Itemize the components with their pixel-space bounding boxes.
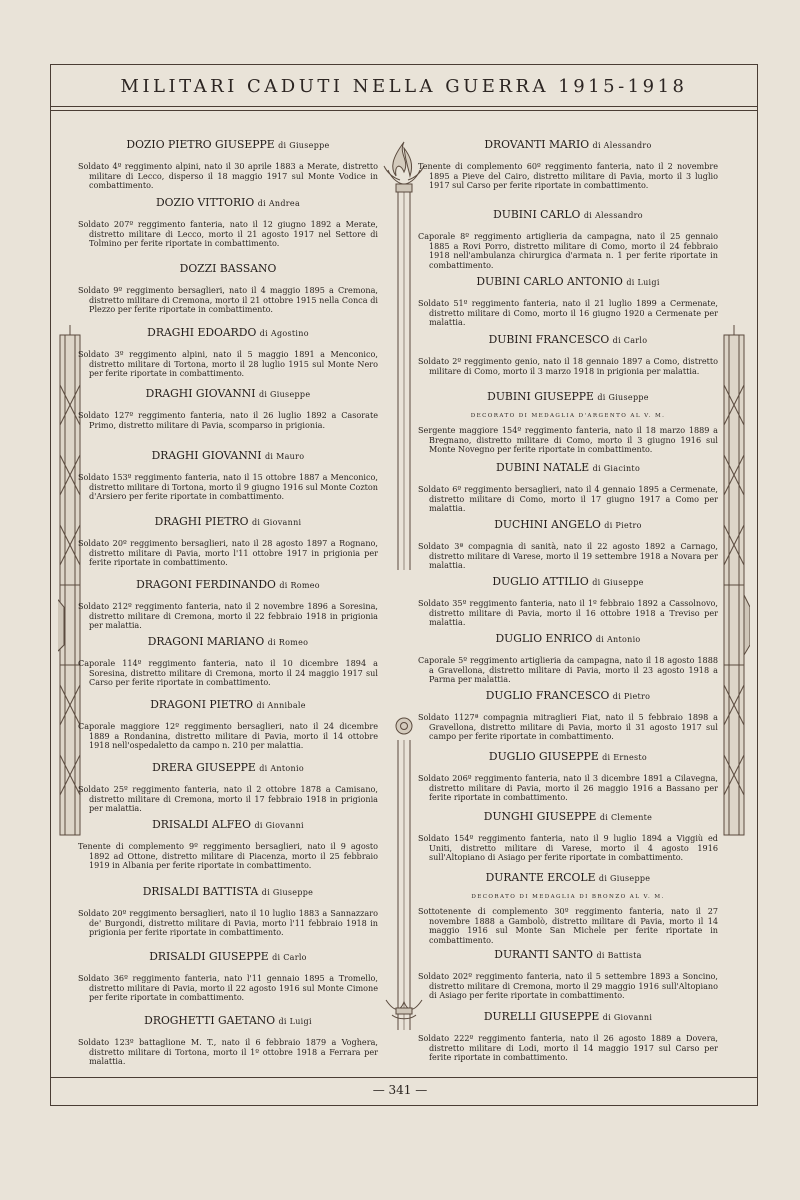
list-item <box>78 635 378 688</box>
entry-text: Caporale 5º reggimento artiglieria da campagna, nato il 18 agosto 1888 a Gravellona, distretto militare di Pavia, morto il 23 agosto 1918 a Parma per malattia. <box>418 655 718 685</box>
entry-text: Soldato 36º reggimento fanteria, nato l'11 gennaio 1895 a Tromello, distretto militare di Pavia, morto il 22 agosto 1916 sul Monte Cimone per ferite riportate in combattimento. <box>78 973 378 1003</box>
entry-text: Soldato 207º reggimento fanteria, nato il 12 giugno 1892 a Merate, distretto militare di Lecco, morto il 21 agosto 1917 nel Settore di Tolmino per ferite riportate in combattimento. <box>78 219 378 249</box>
entry-name: DUBINI CARLO di Alessandro <box>493 208 643 221</box>
entry-name: DURANTE ERCOLE di Giuseppe <box>485 871 651 884</box>
entry-name: DRAGHI GIOVANNI di Giuseppe <box>145 387 311 400</box>
list-item <box>78 138 378 191</box>
entry-text: Caporale maggiore 12º reggimento bersaglieri, nato il 24 dicembre 1889 a Rondanina, distretto militare di Pavia, morto il 14 ottobre 1918 nell'ospedaletto da campo n. 210 per malattia. <box>78 721 378 751</box>
entry-name: DRAGONI MARIANO di Romeo <box>147 635 309 648</box>
entry-name: DURANTI SANTO di Battista <box>494 948 642 961</box>
entry-name: DRISALDI GIUSEPPE di Carlo <box>149 950 307 963</box>
entry-name: DOZIO PIETRO GIUSEPPE di Giuseppe <box>126 138 330 151</box>
list-item <box>78 262 378 315</box>
list-item <box>78 326 378 379</box>
entry-text: Caporale 114º reggimento fanteria, nato il 10 dicembre 1894 a Soresina, distretto militare di Cremona, morto il 24 maggio 1917 sul Carso per ferite riportate in combattimento. <box>78 658 378 688</box>
entry-text: Soldato 2º reggimento genio, nato il 18 gennaio 1897 a Como, distretto militare di Como, morto il 3 marzo 1918 in prigionia per malattia. <box>418 356 718 376</box>
list-item <box>78 515 378 568</box>
entry-text: Soldato 123º battaglione M. T., nato il 6 febbraio 1879 a Voghera, distretto militare di Tortona, morto il 1º ottobre 1918 a Ferrara per malattia. <box>78 1037 378 1067</box>
entry-name: DRAGONI FERDINANDO di Romeo <box>136 578 320 591</box>
page-number: — 341 — <box>372 1083 428 1097</box>
list-item <box>78 950 378 1003</box>
entry-name: DUBINI FRANCESCO di Carlo <box>488 333 648 346</box>
entry-name: DRAGHI GIOVANNI di Mauro <box>151 449 305 462</box>
list-item <box>418 208 718 270</box>
list-item <box>418 518 718 571</box>
right-fasces-ornament <box>720 325 750 845</box>
entry-text: Soldato 154º reggimento fanteria, nato il 9 luglio 1894 a Viggiù ed Uniti, distretto militare di Varese, morto il 4 agosto 1916 sull'Altopiano di Asiago per ferite riportate in combattimento. <box>418 833 718 863</box>
page-title: MILITARI CADUTI NELLA GUERRA 1915-1918 <box>51 65 757 107</box>
list-item <box>418 575 718 628</box>
entry-text: Soldato 212º reggimento fanteria, nato il 2 novembre 1896 a Soresina, distretto militare di Cremona, morto il 22 febbraio 1918 in prigionia per malattia. <box>78 601 378 631</box>
list-item <box>78 761 378 814</box>
entry-name: DRAGONI PIETRO di Annibale <box>150 698 306 711</box>
list-item <box>418 390 718 455</box>
list-item <box>418 461 718 514</box>
entry-name: DUBINI NATALE di Giacinto <box>495 461 641 474</box>
list-item <box>418 871 718 945</box>
entry-name: DUBINI GIUSEPPE di Giuseppe <box>487 390 649 403</box>
entry-text: Soldato 35º reggimento fanteria, nato il 1º febbraio 1892 a Cassolnovo, distretto militare di Pavia, morto il 16 ottobre 1918 a Treviso per malattia. <box>418 598 718 628</box>
entry-text: Soldato 6º reggimento bersaglieri, nato il 4 gennaio 1895 a Cermenate, distretto militare di Como, morto il 17 giugno 1917 a Como per malattia. <box>418 484 718 514</box>
entry-name: DUBINI CARLO ANTONIO di Luigi <box>476 275 660 288</box>
entry-name: DUCHINI ANGELO di Pietro <box>494 518 642 531</box>
list-item <box>78 885 378 938</box>
entry-text: Soldato 202º reggimento fanteria, nato il 5 settembre 1893 a Soncino, distretto militare di Cremona, morto il 29 maggio 1916 sull'Altopiano di Asiago per ferite riportate in combattimento. <box>418 971 718 1001</box>
list-item <box>418 333 718 376</box>
entry-text: Soldato 1127ª compagnia mitraglieri Fiat, nato il 5 febbraio 1898 a Gravellona, distretto militare di Pavia, morto il 31 agosto 1917 sul campo per ferite riportate in combattimento. <box>418 712 718 742</box>
entry-text: Caporale 8º reggimento artiglieria da campagna, nato il 25 gennaio 1885 a Rovi Porro, distretto militare di Como, morto il 24 febbraio 1918 nell'ambulanza chirurgica d'armata n. 1 per ferite riportate in combattimento. <box>418 231 718 270</box>
list-item <box>78 578 378 631</box>
entry-name: DUGLIO FRANCESCO di Pietro <box>485 689 651 702</box>
entry-text: Soldato 153º reggimento fanteria, nato il 15 ottobre 1887 a Menconico, distretto militare di Tortona, morto il 9 giugno 1916 sul Monte Cozton d'Arsiero per ferite riportate in combattimento. <box>78 472 378 502</box>
entry-text: Soldato 51º reggimento fanteria, nato il 21 luglio 1899 a Cermenate, distretto militare di Como, morto il 16 giugno 1920 a Cermenate per malattia. <box>418 298 718 328</box>
list-item <box>78 698 378 751</box>
entry-text: Soldato 127º reggimento fanteria, nato il 26 luglio 1892 a Casorate Primo, distretto militare di Pavia, scomparso in prigionia. <box>78 410 378 430</box>
entry-text: Soldato 3º reggimento alpini, nato il 5 maggio 1891 a Menconico, distretto militare di Tortona, morto il 28 luglio 1915 sul Monte Nero per ferite riportate in combattimento. <box>78 349 378 379</box>
list-item <box>418 750 718 803</box>
decoration-note: DECORATO DI MEDAGLIA DI BRONZO AL V. M. <box>471 894 665 900</box>
decoration-note: DECORATO DI MEDAGLIA D'ARGENTO AL V. M. <box>470 413 666 419</box>
entry-text: Soldato 222º reggimento fanteria, nato il 26 agosto 1889 a Dovera, distretto militare di Lodi, morto il 14 maggio 1917 sul Carso per ferite riportate in combattimento. <box>418 1033 718 1063</box>
entry-text: Sottotenente di complemento 30º reggimento fanteria, nato il 27 novembre 1888 a Gambolò, distretto militare di Pavia, morto il 14 maggio 1916 sul Monte San Michele per ferite riportate in combattimento. <box>418 906 718 945</box>
entry-text: Soldato 3ª compagnia di sanità, nato il 22 agosto 1892 a Carnago, distretto militare di Varese, morto il 19 settembre 1918 a Novara per malattia. <box>418 541 718 571</box>
list-item <box>78 1014 378 1067</box>
entry-name: DRISALDI BATTISTA di Giuseppe <box>142 885 314 898</box>
entry-text: Tenente di complemento 9º reggimento bersaglieri, nato il 9 agosto 1892 ad Ottone, distretto militare di Piacenza, morto il 25 febbraio 1919 in Albania per ferite riportate in combattimento. <box>78 841 378 871</box>
entry-text: Soldato 20º reggimento bersaglieri, nato il 28 agosto 1897 a Rognano, distretto militare di Pavia, morto l'11 ottobre 1917 in prigionia per ferite riportate in combattimento. <box>78 538 378 568</box>
entry-text: Sergente maggiore 154º reggimento fanteria, nato il 18 marzo 1889 a Bregnano, distretto militare di Como, morto il 3 giugno 1916 sul Monte Novegno per ferite riportate in combattimento. <box>418 425 718 455</box>
entry-name: DRAGHI EDOARDO di Agostino <box>147 326 309 339</box>
list-item <box>418 810 718 863</box>
entry-name: DUGLIO ATTILIO di Giuseppe <box>492 575 644 588</box>
entry-name: DRISALDI ALFEO di Giovanni <box>152 818 304 831</box>
list-item <box>418 138 718 191</box>
entry-name: DUGLIO GIUSEPPE di Ernesto <box>488 750 648 763</box>
entry-text: Soldato 206º reggimento fanteria, nato il 3 dicembre 1891 a Cilavegna, distretto militare di Pavia, morto il 26 maggio 1916 a Bassano per ferite riportate in combattimento. <box>418 773 718 803</box>
list-item <box>78 196 378 249</box>
entry-name: DURELLI GIUSEPPE di Giovanni <box>483 1010 653 1023</box>
list-item <box>418 689 718 742</box>
entry-text: Soldato 25º reggimento fanteria, nato il 2 ottobre 1878 a Camisano, distretto militare di Cremona, morto il 17 febbraio 1918 in prigionia per malattia. <box>78 784 378 814</box>
list-item <box>418 1010 718 1063</box>
entry-name: DRAGHI PIETRO di Giovanni <box>154 515 302 528</box>
list-item <box>418 275 718 328</box>
entry-name: DROVANTI MARIO di Alessandro <box>484 138 652 151</box>
list-item <box>418 948 718 1001</box>
entry-name: DRERA GIUSEPPE di Antonio <box>152 761 304 774</box>
list-item <box>78 449 378 502</box>
list-item <box>78 387 378 430</box>
entry-name: DOZIO VITTORIO di Andrea <box>155 196 301 209</box>
entry-name: DROGHETTI GAETANO di Luigi <box>144 1014 312 1027</box>
entry-text: Soldato 4º reggimento alpini, nato il 30 aprile 1883 a Merate, distretto militare di Lecco, disperso il 18 maggio 1917 sul Monte Vodice in combattimento. <box>78 161 378 191</box>
entry-name: DUNGHI GIUSEPPE di Clemente <box>483 810 653 823</box>
list-item <box>418 632 718 685</box>
entry-text: Soldato 9º reggimento bersaglieri, nato il 4 maggio 1895 a Cremona, distretto militare di Cremona, morto il 21 ottobre 1915 nella Conca di Plezzo per ferite riportate in combattimento. <box>78 285 378 315</box>
entry-name: DUGLIO ENRICO di Antonio <box>495 632 641 645</box>
entry-name: DOZZI BASSANO <box>179 262 277 275</box>
list-item <box>78 818 378 871</box>
entry-text: Soldato 20º reggimento bersaglieri, nato il 10 luglio 1883 a Sannazzaro de' Burgondi, distretto militare di Pavia, morto l'11 febbraio 1918 in prigionia per ferite riportate in combattimento. <box>78 908 378 938</box>
entry-text: Tenente di complemento 60º reggimento fanteria, nato il 2 novembre 1895 a Pieve del Cairo, distretto militare di Pavia, morto il 3 luglio 1917 sul Carso per ferite riportate in combattimento. <box>418 161 718 191</box>
footer-rule <box>51 1077 757 1078</box>
